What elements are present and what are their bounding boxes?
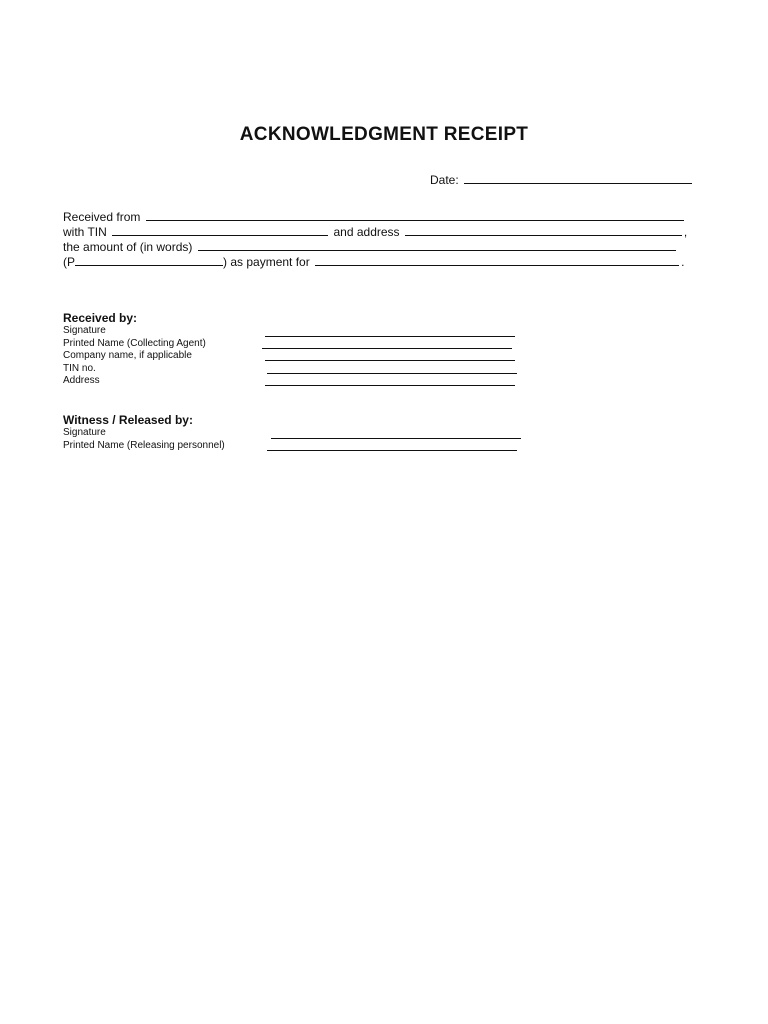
- received-by-tin-label: TIN no.: [63, 363, 96, 374]
- payment-period: .: [681, 255, 685, 269]
- received-by-tin-field[interactable]: [267, 373, 517, 374]
- tin-address-line: [63, 224, 687, 240]
- amount-open-paren: (P: [63, 255, 75, 269]
- received-by-address-label: Address: [63, 375, 100, 386]
- received-by-company-label: Company name, if applicable: [63, 350, 192, 361]
- amount-words-label: the amount of (in words): [63, 240, 193, 254]
- received-by-heading: Received by:: [63, 311, 138, 325]
- received-by-company-field[interactable]: [265, 360, 515, 361]
- received-by-signature-label: Signature: [63, 325, 106, 336]
- payment-for-label: as payment for: [230, 255, 310, 269]
- received-from-field[interactable]: [146, 209, 684, 221]
- and-address-label: and address: [333, 225, 400, 239]
- date-field[interactable]: [464, 172, 692, 184]
- tin-field[interactable]: [112, 224, 328, 236]
- received-by-signature-field[interactable]: [265, 336, 515, 337]
- received-by-printed-name-field[interactable]: [262, 348, 512, 349]
- received-from-line: [63, 209, 686, 225]
- witness-signature-label: Signature: [63, 427, 106, 438]
- witness-signature-field[interactable]: [271, 438, 521, 439]
- witness-heading: Witness / Released by:: [63, 413, 193, 427]
- address-field[interactable]: [405, 224, 682, 236]
- amount-words-field[interactable]: [198, 239, 676, 251]
- amount-close-paren: ): [223, 255, 227, 269]
- page-title: ACKNOWLEDGMENT RECEIPT: [239, 124, 529, 145]
- with-tin-label: with TIN: [63, 225, 107, 239]
- payment-for-field[interactable]: [315, 254, 679, 266]
- witness-printed-name-label: Printed Name (Releasing personnel): [63, 440, 225, 451]
- witness-printed-name-field[interactable]: [267, 450, 517, 451]
- received-from-label: Received from: [63, 210, 141, 224]
- date-line: [430, 172, 694, 188]
- amount-words-line: [63, 239, 678, 255]
- amount-figures-field[interactable]: [75, 254, 223, 266]
- date-label: Date:: [430, 173, 459, 187]
- received-by-address-field[interactable]: [265, 385, 515, 386]
- address-comma: ,: [683, 225, 688, 239]
- received-by-printed-name-label: Printed Name (Collecting Agent): [63, 338, 206, 349]
- amount-payment-line: [63, 254, 684, 270]
